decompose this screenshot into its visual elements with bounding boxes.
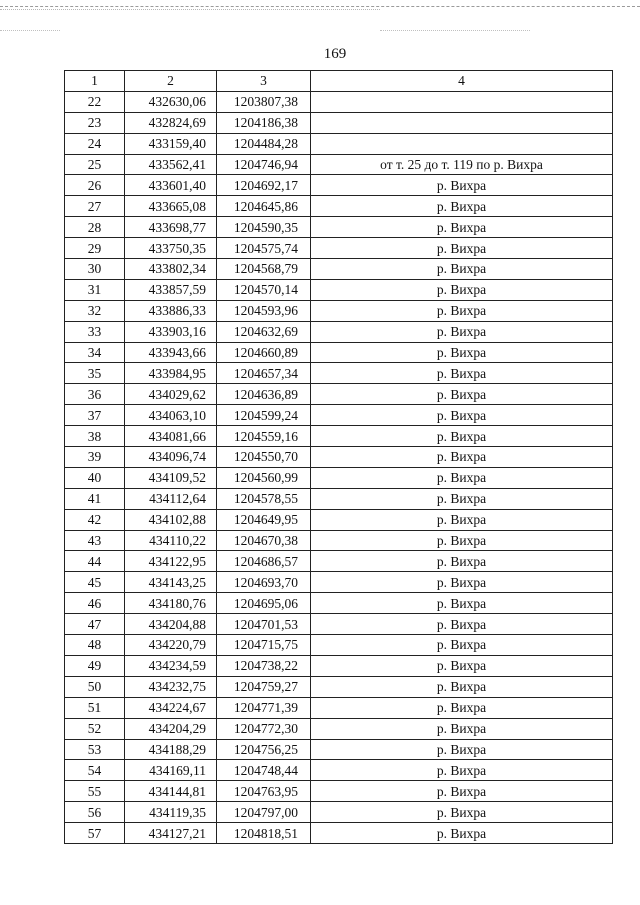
table-row bbox=[65, 593, 613, 614]
page-number: 169 bbox=[323, 46, 347, 62]
table-row bbox=[65, 447, 613, 468]
point-number-cell: 51 bbox=[65, 697, 125, 718]
x-coordinate-cell: 434112,64 bbox=[125, 488, 217, 509]
description-cell: р. Вихра bbox=[311, 572, 613, 593]
table-row bbox=[65, 279, 613, 300]
description-cell: р. Вихра bbox=[311, 363, 613, 384]
point-number-cell: 29 bbox=[65, 238, 125, 259]
x-coordinate-cell: 432630,06 bbox=[125, 91, 217, 112]
x-coordinate-cell: 433750,35 bbox=[125, 238, 217, 259]
y-coordinate-cell: 1204575,74 bbox=[217, 238, 311, 259]
description-cell: р. Вихра bbox=[311, 655, 613, 676]
column-header-point-number: 1 bbox=[65, 71, 125, 92]
x-coordinate-cell: 434063,10 bbox=[125, 405, 217, 426]
description-cell: р. Вихра bbox=[311, 823, 613, 844]
x-coordinate-cell: 433665,08 bbox=[125, 196, 217, 217]
y-coordinate-cell: 1204632,69 bbox=[217, 321, 311, 342]
table-row bbox=[65, 238, 613, 259]
description-cell: р. Вихра bbox=[311, 676, 613, 697]
description-cell: р. Вихра bbox=[311, 551, 613, 572]
table-row bbox=[65, 676, 613, 697]
description-cell: р. Вихра bbox=[311, 300, 613, 321]
table-row bbox=[65, 217, 613, 238]
y-coordinate-cell: 1204695,06 bbox=[217, 593, 311, 614]
point-number-cell: 46 bbox=[65, 593, 125, 614]
x-coordinate-cell: 434169,11 bbox=[125, 760, 217, 781]
x-coordinate-cell: 434232,75 bbox=[125, 676, 217, 697]
point-number-cell: 57 bbox=[65, 823, 125, 844]
table-row bbox=[65, 363, 613, 384]
table-row bbox=[65, 614, 613, 635]
x-coordinate-cell: 434102,88 bbox=[125, 509, 217, 530]
description-cell: р. Вихра bbox=[311, 196, 613, 217]
table-row bbox=[65, 530, 613, 551]
table-row bbox=[65, 467, 613, 488]
table-row bbox=[65, 91, 613, 112]
y-coordinate-cell: 1204560,99 bbox=[217, 467, 311, 488]
table-row bbox=[65, 384, 613, 405]
x-coordinate-cell: 434224,67 bbox=[125, 697, 217, 718]
point-number-cell: 25 bbox=[65, 154, 125, 175]
table-row bbox=[65, 802, 613, 823]
point-number-cell: 50 bbox=[65, 676, 125, 697]
x-coordinate-cell: 434143,25 bbox=[125, 572, 217, 593]
x-coordinate-cell: 434081,66 bbox=[125, 426, 217, 447]
y-coordinate-cell: 1204645,86 bbox=[217, 196, 311, 217]
point-number-cell: 41 bbox=[65, 488, 125, 509]
point-number-cell: 43 bbox=[65, 530, 125, 551]
y-coordinate-cell: 1204748,44 bbox=[217, 760, 311, 781]
scan-artifact-right bbox=[380, 30, 530, 31]
description-cell: р. Вихра bbox=[311, 238, 613, 259]
y-coordinate-cell: 1204550,70 bbox=[217, 447, 311, 468]
table-row bbox=[65, 718, 613, 739]
y-coordinate-cell: 1204660,89 bbox=[217, 342, 311, 363]
description-cell: р. Вихра bbox=[311, 697, 613, 718]
point-number-cell: 44 bbox=[65, 551, 125, 572]
description-cell: р. Вихра bbox=[311, 447, 613, 468]
y-coordinate-cell: 1203807,38 bbox=[217, 91, 311, 112]
x-coordinate-cell: 434122,95 bbox=[125, 551, 217, 572]
description-cell: р. Вихра bbox=[311, 635, 613, 656]
y-coordinate-cell: 1204759,27 bbox=[217, 676, 311, 697]
table-row bbox=[65, 196, 613, 217]
x-coordinate-cell: 434144,81 bbox=[125, 781, 217, 802]
x-coordinate-cell: 434188,29 bbox=[125, 739, 217, 760]
y-coordinate-cell: 1204701,53 bbox=[217, 614, 311, 635]
table-body bbox=[65, 91, 613, 843]
point-number-cell: 45 bbox=[65, 572, 125, 593]
description-cell: от т. 25 до т. 119 по р. Вихра bbox=[311, 154, 613, 175]
y-coordinate-cell: 1204484,28 bbox=[217, 133, 311, 154]
x-coordinate-cell: 434110,22 bbox=[125, 530, 217, 551]
description-cell: р. Вихра bbox=[311, 342, 613, 363]
description-cell: р. Вихра bbox=[311, 593, 613, 614]
point-number-cell: 42 bbox=[65, 509, 125, 530]
description-cell: р. Вихра bbox=[311, 802, 613, 823]
description-cell: р. Вихра bbox=[311, 509, 613, 530]
y-coordinate-cell: 1204590,35 bbox=[217, 217, 311, 238]
point-number-cell: 36 bbox=[65, 384, 125, 405]
description-cell bbox=[311, 133, 613, 154]
description-cell: р. Вихра bbox=[311, 384, 613, 405]
table-row bbox=[65, 342, 613, 363]
description-cell bbox=[311, 91, 613, 112]
scan-artifact-left bbox=[0, 30, 60, 31]
point-number-cell: 40 bbox=[65, 467, 125, 488]
table-row bbox=[65, 321, 613, 342]
point-number-cell: 27 bbox=[65, 196, 125, 217]
column-header-description: 4 bbox=[311, 71, 613, 92]
scan-edge-line bbox=[0, 6, 640, 7]
description-cell: р. Вихра bbox=[311, 530, 613, 551]
y-coordinate-cell: 1204715,75 bbox=[217, 635, 311, 656]
y-coordinate-cell: 1204649,95 bbox=[217, 509, 311, 530]
description-cell: р. Вихра bbox=[311, 426, 613, 447]
y-coordinate-cell: 1204657,34 bbox=[217, 363, 311, 384]
table-row bbox=[65, 112, 613, 133]
x-coordinate-cell: 434220,79 bbox=[125, 635, 217, 656]
point-number-cell: 32 bbox=[65, 300, 125, 321]
x-coordinate-cell: 433886,33 bbox=[125, 300, 217, 321]
description-cell: р. Вихра bbox=[311, 781, 613, 802]
y-coordinate-cell: 1204578,55 bbox=[217, 488, 311, 509]
x-coordinate-cell: 434204,88 bbox=[125, 614, 217, 635]
y-coordinate-cell: 1204738,22 bbox=[217, 655, 311, 676]
x-coordinate-cell: 433903,16 bbox=[125, 321, 217, 342]
y-coordinate-cell: 1204559,16 bbox=[217, 426, 311, 447]
point-number-cell: 28 bbox=[65, 217, 125, 238]
x-coordinate-cell: 433159,40 bbox=[125, 133, 217, 154]
table-row bbox=[65, 133, 613, 154]
coordinates-table bbox=[64, 70, 613, 844]
point-number-cell: 54 bbox=[65, 760, 125, 781]
y-coordinate-cell: 1204818,51 bbox=[217, 823, 311, 844]
point-number-cell: 55 bbox=[65, 781, 125, 802]
y-coordinate-cell: 1204593,96 bbox=[217, 300, 311, 321]
x-coordinate-cell: 434096,74 bbox=[125, 447, 217, 468]
y-coordinate-cell: 1204692,17 bbox=[217, 175, 311, 196]
x-coordinate-cell: 434204,29 bbox=[125, 718, 217, 739]
table-row bbox=[65, 572, 613, 593]
point-number-cell: 30 bbox=[65, 259, 125, 280]
table-row bbox=[65, 760, 613, 781]
point-number-cell: 33 bbox=[65, 321, 125, 342]
y-coordinate-cell: 1204686,57 bbox=[217, 551, 311, 572]
description-cell: р. Вихра bbox=[311, 488, 613, 509]
x-coordinate-cell: 433562,41 bbox=[125, 154, 217, 175]
table-row bbox=[65, 300, 613, 321]
description-cell: р. Вихра bbox=[311, 405, 613, 426]
x-coordinate-cell: 433857,59 bbox=[125, 279, 217, 300]
point-number-cell: 39 bbox=[65, 447, 125, 468]
description-cell: р. Вихра bbox=[311, 321, 613, 342]
description-cell: р. Вихра bbox=[311, 279, 613, 300]
point-number-cell: 26 bbox=[65, 175, 125, 196]
description-cell: р. Вихра bbox=[311, 760, 613, 781]
table-row bbox=[65, 551, 613, 572]
table-row bbox=[65, 655, 613, 676]
point-number-cell: 37 bbox=[65, 405, 125, 426]
point-number-cell: 48 bbox=[65, 635, 125, 656]
y-coordinate-cell: 1204763,95 bbox=[217, 781, 311, 802]
table-row bbox=[65, 781, 613, 802]
x-coordinate-cell: 433984,95 bbox=[125, 363, 217, 384]
y-coordinate-cell: 1204568,79 bbox=[217, 259, 311, 280]
description-cell: р. Вихра bbox=[311, 614, 613, 635]
table-row bbox=[65, 175, 613, 196]
point-number-cell: 24 bbox=[65, 133, 125, 154]
x-coordinate-cell: 433802,34 bbox=[125, 259, 217, 280]
x-coordinate-cell: 434127,21 bbox=[125, 823, 217, 844]
table-row bbox=[65, 635, 613, 656]
x-coordinate-cell: 432824,69 bbox=[125, 112, 217, 133]
table-row bbox=[65, 823, 613, 844]
description-cell: р. Вихра bbox=[311, 467, 613, 488]
y-coordinate-cell: 1204772,30 bbox=[217, 718, 311, 739]
table-header-row bbox=[65, 71, 613, 92]
y-coordinate-cell: 1204693,70 bbox=[217, 572, 311, 593]
point-number-cell: 53 bbox=[65, 739, 125, 760]
point-number-cell: 23 bbox=[65, 112, 125, 133]
y-coordinate-cell: 1204797,00 bbox=[217, 802, 311, 823]
y-coordinate-cell: 1204570,14 bbox=[217, 279, 311, 300]
x-coordinate-cell: 433601,40 bbox=[125, 175, 217, 196]
table-row bbox=[65, 488, 613, 509]
table-row bbox=[65, 154, 613, 175]
description-cell: р. Вихра bbox=[311, 718, 613, 739]
point-number-cell: 49 bbox=[65, 655, 125, 676]
table-row bbox=[65, 259, 613, 280]
column-header-x-coordinate: 2 bbox=[125, 71, 217, 92]
description-cell: р. Вихра bbox=[311, 739, 613, 760]
point-number-cell: 38 bbox=[65, 426, 125, 447]
table-row bbox=[65, 426, 613, 447]
x-coordinate-cell: 433943,66 bbox=[125, 342, 217, 363]
table-row bbox=[65, 697, 613, 718]
y-coordinate-cell: 1204771,39 bbox=[217, 697, 311, 718]
x-coordinate-cell: 434234,59 bbox=[125, 655, 217, 676]
y-coordinate-cell: 1204670,38 bbox=[217, 530, 311, 551]
table-row bbox=[65, 739, 613, 760]
x-coordinate-cell: 434119,35 bbox=[125, 802, 217, 823]
point-number-cell: 56 bbox=[65, 802, 125, 823]
y-coordinate-cell: 1204599,24 bbox=[217, 405, 311, 426]
description-cell: р. Вихра bbox=[311, 217, 613, 238]
point-number-cell: 34 bbox=[65, 342, 125, 363]
y-coordinate-cell: 1204186,38 bbox=[217, 112, 311, 133]
scan-edge-line-secondary bbox=[0, 9, 380, 10]
y-coordinate-cell: 1204746,94 bbox=[217, 154, 311, 175]
x-coordinate-cell: 434029,62 bbox=[125, 384, 217, 405]
y-coordinate-cell: 1204636,89 bbox=[217, 384, 311, 405]
point-number-cell: 35 bbox=[65, 363, 125, 384]
x-coordinate-cell: 433698,77 bbox=[125, 217, 217, 238]
table-row bbox=[65, 405, 613, 426]
point-number-cell: 22 bbox=[65, 91, 125, 112]
x-coordinate-cell: 434109,52 bbox=[125, 467, 217, 488]
description-cell: р. Вихра bbox=[311, 259, 613, 280]
y-coordinate-cell: 1204756,25 bbox=[217, 739, 311, 760]
description-cell bbox=[311, 112, 613, 133]
column-header-y-coordinate: 3 bbox=[217, 71, 311, 92]
point-number-cell: 52 bbox=[65, 718, 125, 739]
table-row bbox=[65, 509, 613, 530]
description-cell: р. Вихра bbox=[311, 175, 613, 196]
point-number-cell: 47 bbox=[65, 614, 125, 635]
point-number-cell: 31 bbox=[65, 279, 125, 300]
x-coordinate-cell: 434180,76 bbox=[125, 593, 217, 614]
